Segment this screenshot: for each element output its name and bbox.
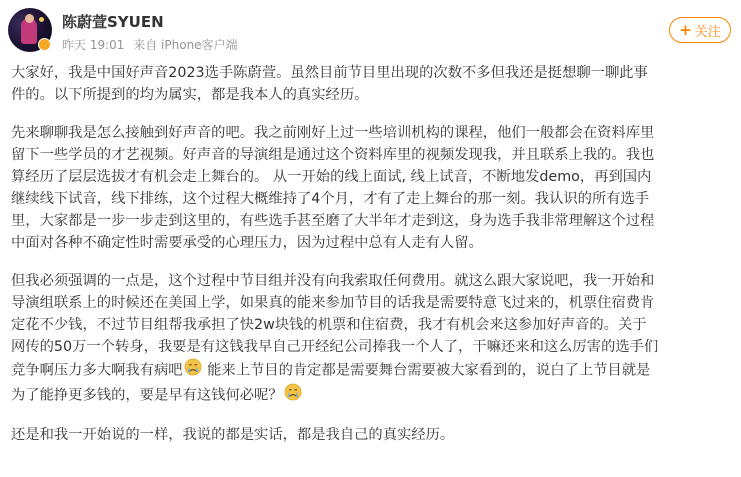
paragraph-closing: [11, 424, 733, 446]
follow-button[interactable]: [669, 17, 731, 43]
text-line: 继续线下试音，线下排练，这个过程大概维持了4个月，才有了走上舞台的那一刻。我认识的所有选手: [11, 191, 650, 207]
follow-label: 关注: [694, 24, 721, 40]
paragraph-background: [11, 122, 733, 254]
text-line: 定花不少钱，不过节目组帮我承担了快2w块钱的机票和住宿费，我才有机会来这参加好声音的。关于: [11, 317, 647, 333]
text-line: 但我必须强调的一点是，这个过程中节目组并没有向我索取任何费用。就这么跟大家说吧，我一开始和: [11, 273, 655, 289]
crying-face-icon: [184, 358, 202, 383]
text-line: 中面对各种不确定性时需要承受的心理压力，因为过程中总有人走有人留。: [11, 235, 483, 251]
text-segment: 为了能挣更多钱的，要是早有这钱何必呢？: [11, 387, 283, 404]
paragraph-clarification: [11, 270, 733, 408]
crying-face-icon: [284, 383, 302, 408]
text-line: 先来聊聊我是怎么接触到好声音的吧。我之前刚好上过一些培训机构的课程，他们一般都会在资料库里: [11, 125, 655, 141]
paragraph-intro: [11, 62, 733, 106]
post-time[interactable]: 昨天 19:01: [62, 38, 125, 52]
text-line: 留下一些学员的才艺视频。好声音的导演组是通过这个资料库里的视频发现我，并且联系上我的。我也: [11, 147, 655, 163]
post-meta: [62, 36, 243, 53]
text-line: 还是和我一开始说的一样，我说的都是实话，都是我自己的真实经历。: [11, 427, 455, 443]
text-line: 导演组联系上的时候还在美国上学，如果真的能来参加节目的话我是需要特意飞过来的，机票住宿费肯: [11, 295, 655, 311]
verified-badge-icon: [38, 38, 51, 51]
text-line: 里，大家都是一步一步走到这里的，有些选手甚至磨了大半年才走到这，身为选手我非常理解这个过程: [11, 213, 655, 229]
avatar-light: [39, 17, 44, 22]
text-segment: 竞争啊压力多大啊我有病吧: [11, 362, 183, 379]
text-line: 网传的50万一个转身，我要是有这钱我早自己开经纪公司捧我一个人了，干嘛还来和这么厉害的选手们: [11, 339, 659, 355]
post-content: [11, 62, 733, 446]
post-source: 来自 iPhone客户端: [133, 38, 238, 52]
plus-icon: +: [679, 20, 692, 39]
username[interactable]: 陈蔚萱SYUEN: [62, 13, 164, 31]
text-line: 件的。以下所提到的均为属实，都是我本人的真实经历。: [11, 87, 369, 103]
text-line-with-emoji: [11, 358, 733, 383]
text-line-with-emoji: [11, 383, 733, 408]
text-segment: 能来上节目的肯定都是需要舞台需要被大家看到的，说白了上节目就是: [207, 362, 651, 379]
avatar-figure-head: [25, 14, 34, 23]
text-line: 算经历了层层选拔才有机会走上舞台的。 从一开始的线上面试, 线上试音，不断地发demo，再到国内: [11, 169, 652, 185]
text-line: 大家好，我是中国好声音2023选手陈蔚萱。虽然目前节目里出现的次数不多但我还是挺想聊一聊此事: [11, 65, 648, 81]
